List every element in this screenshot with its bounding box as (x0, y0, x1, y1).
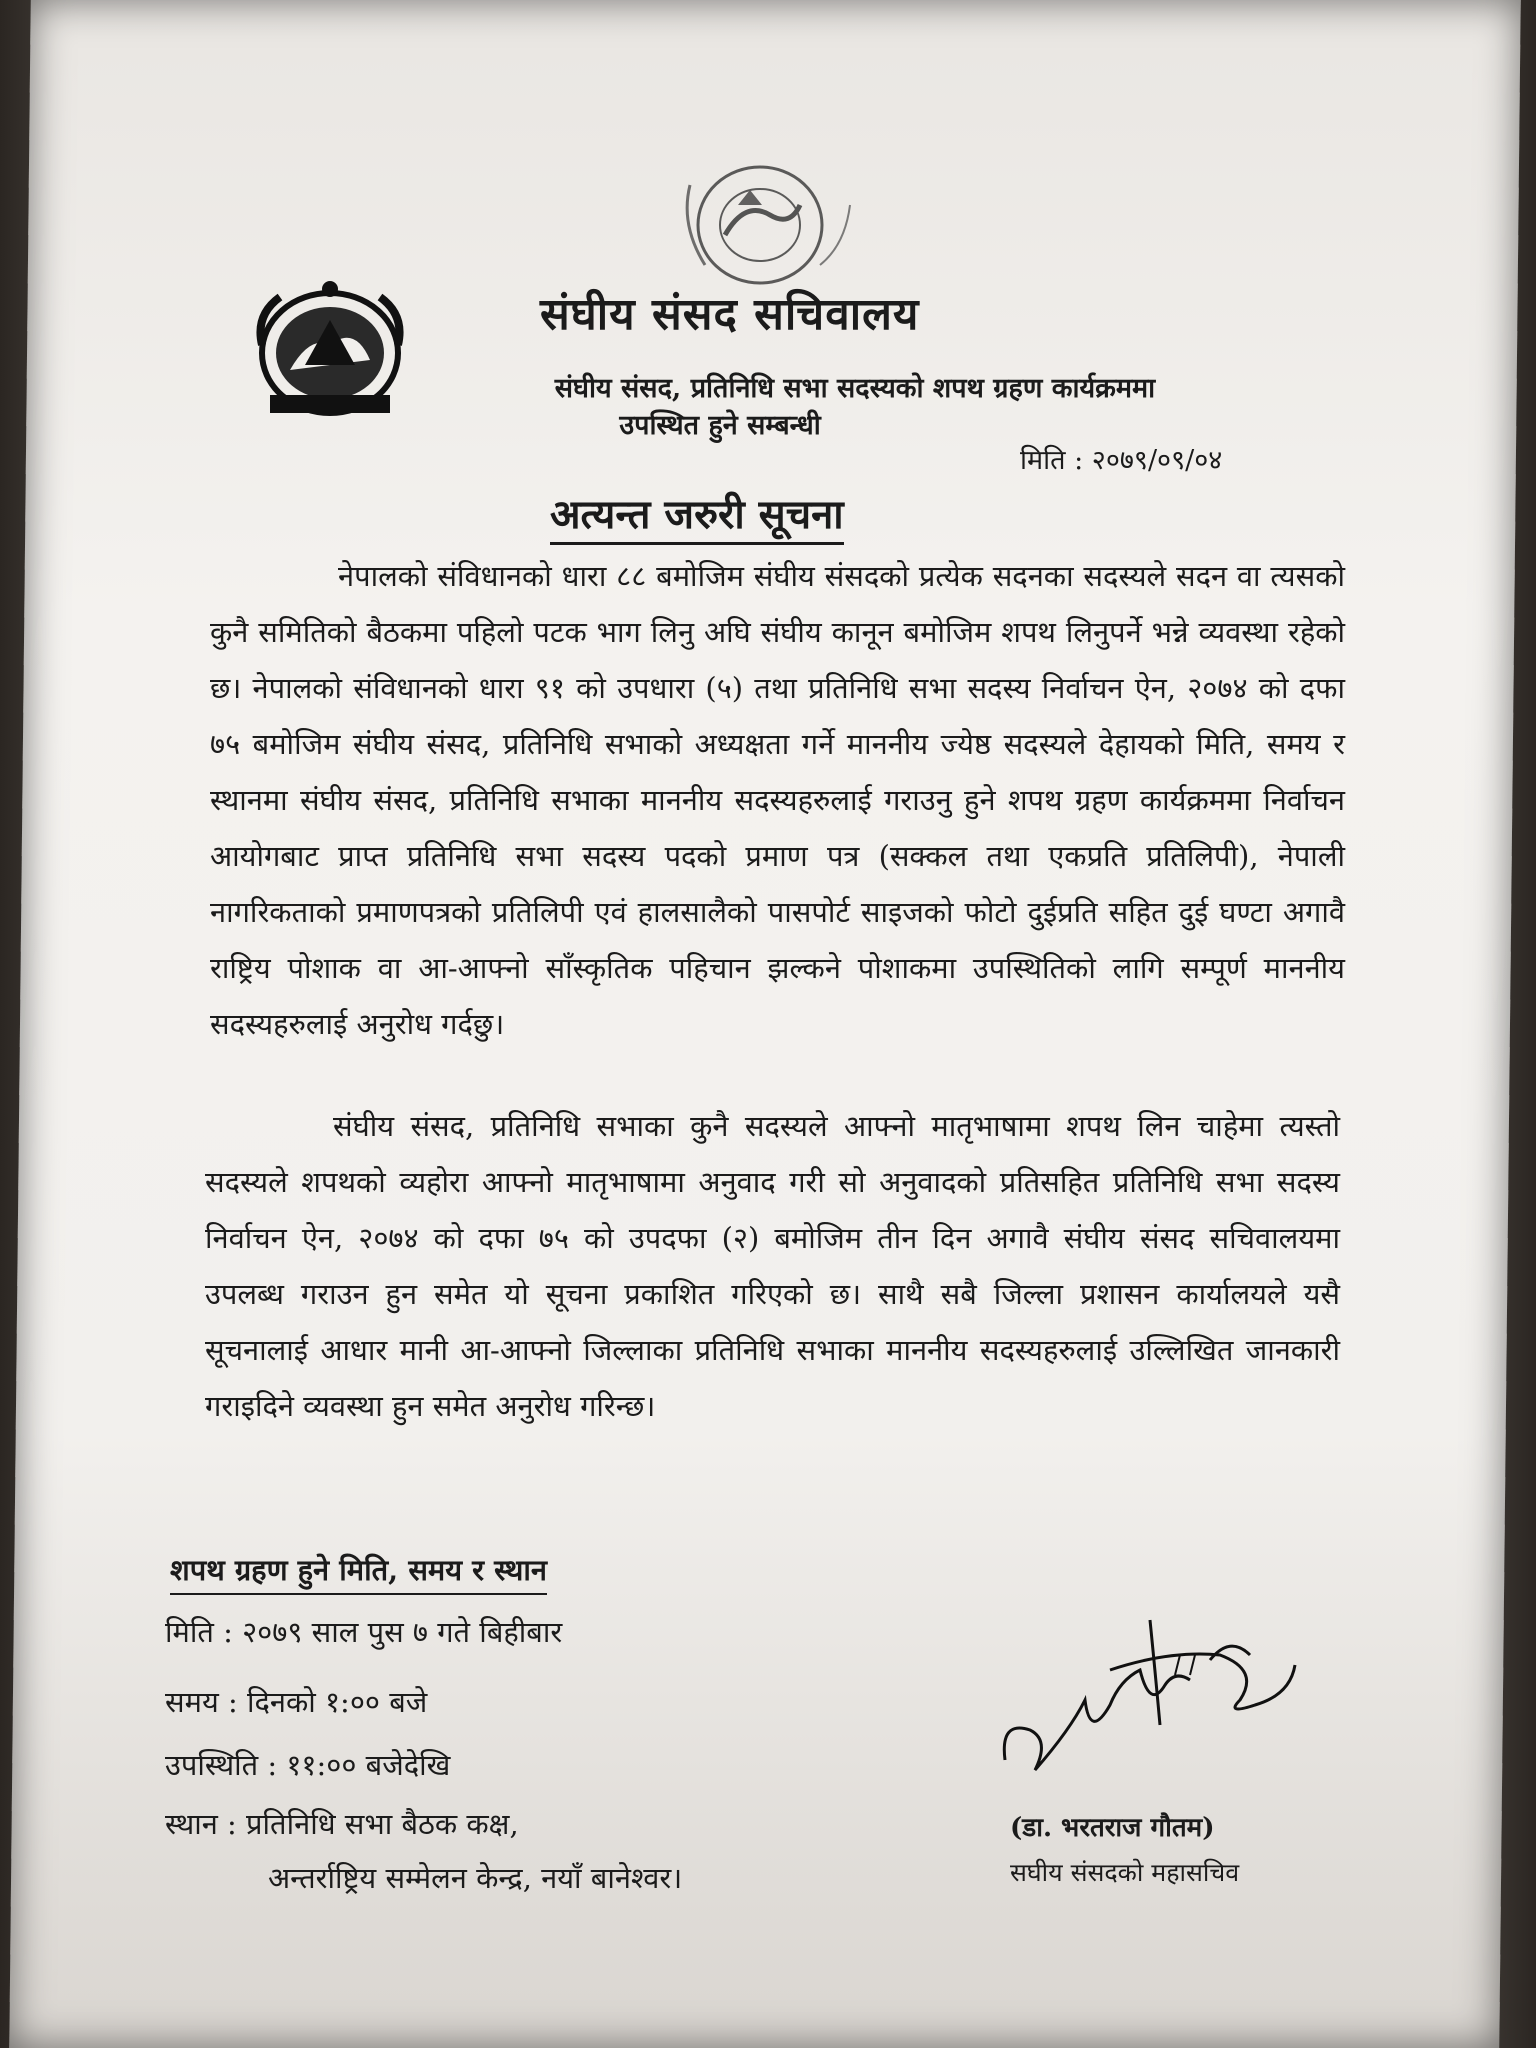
ceremony-time: समय : दिनको १:०० बजे (165, 1685, 428, 1719)
venue-line-2: अन्तर्राष्ट्रिय सम्मेलन केन्द्र, नयाँ बानेश्वर। (268, 1861, 683, 1895)
signature-icon (990, 1610, 1320, 1805)
organization-title: संघीय संसद सचिवालय (540, 289, 920, 340)
notice-title: अत्यन्त जरुरी सूचना (550, 485, 844, 545)
nepal-emblem-icon (250, 275, 410, 425)
signatory-role: सघीय संसदको महासचिव (1010, 1858, 1240, 1887)
attendance-time: उपस्थिति : ११:०० बजेदेखि (165, 1748, 451, 1782)
subject-line-2: उपस्थित हुने सम्बन्धी (619, 410, 821, 441)
subject-line-1: संघीय संसद, प्रतिनिधि सभा सदस्यको शपथ ग्रहण कार्यक्रममा (554, 373, 1156, 404)
notice-paragraph-1: नेपालको संविधानको धारा ८८ बमोजिम संघीय संसदको प्रत्येक सदनका सदस्यले सदन वा त्यसको कुनै समितिको बैठकमा पहिलो पटक भाग लिनु अघि संघीय कानून बमोजिम शपथ लिनुपर्ने भन्ने व्यवस्था रहेको छ। नेपालको संविधानको धारा ९१ को उपधारा (५) तथा प्रतिनिधि सभा सदस्य निर्वाचन ऐन, २०७४ को दफा ७५ बमोजिम संघीय संसद, प्रतिनिधि सभाको अध्यक्षता गर्ने माननीय ज्येष्ठ सदस्यले देहायको मिति, समय र स्थानमा संघीय संसद, प्रतिनिधि सभाका माननीय सदस्यहरुलाई गराउनु हुने शपथ ग्रहण कार्यक्रममा निर्वाचन आयोगबाट प्राप्त प्रतिनिधि सभा सदस्य पदको प्रमाण पत्र (सक्कल तथा एकप्रति प्रतिलिपी), नेपाली नागरिकताको प्रमाणपत्रको प्रतिलिपी एवं हालसालैको पासपोर्ट साइजको फोटो दुईप्रति सहित दुई घण्टा अगावै राष्ट्रिय पोशाक वा आ-आफ्नो साँस्कृतिक पहिचान झल्कने पोशाकमा उपस्थितिको लागि सम्पूर्ण माननीय सदस्यहरुलाई अनुरोध गर्दछु। (210, 559, 1345, 1041)
notice-paragraph-2: संघीय संसद, प्रतिनिधि सभाका कुनै सदस्यले आफ्नो मातृभाषामा शपथ लिन चाहेमा त्यस्तो सदस्यले शपथको व्यहोरा आफ्नो मातृभाषामा अनुवाद गरी सो अनुवादको प्रतिसहित प्रतिनिधि सभा सदस्य निर्वाचन ऐन, २०७४ को दफा ७५ को उपदफा (२) बमोजिम तीन दिन अगावै संघीय संसद सचिवालयमा उपलब्ध गराउन हुन समेत यो सूचना प्रकाशित गरिएको छ। साथै सबै जिल्ला प्रशासन कार्यालयले यसै सूचनालाई आधार मानी आ-आफ्नो जिल्लाका प्रतिनिधि सभाका माननीय सदस्यहरुलाई उल्लिखित जानकारी गराइदिने व्यवस्था हुन समेत अनुरोध गरिन्छ। (205, 1109, 1340, 1423)
signatory-name: (डा. भरतराज गौतम) (1010, 1813, 1215, 1843)
notice-date: मिति : २०७९/०९/०४ (1020, 445, 1223, 476)
details-heading: शपथ ग्रहण हुने मिति, समय र स्थान (170, 1550, 547, 1595)
ceremony-date: मिति : २०७९ साल पुस ७ गते बिहीबार (165, 1615, 563, 1649)
venue-line-1: स्थान : प्रतिनिधि सभा बैठक कक्ष, (165, 1807, 519, 1841)
